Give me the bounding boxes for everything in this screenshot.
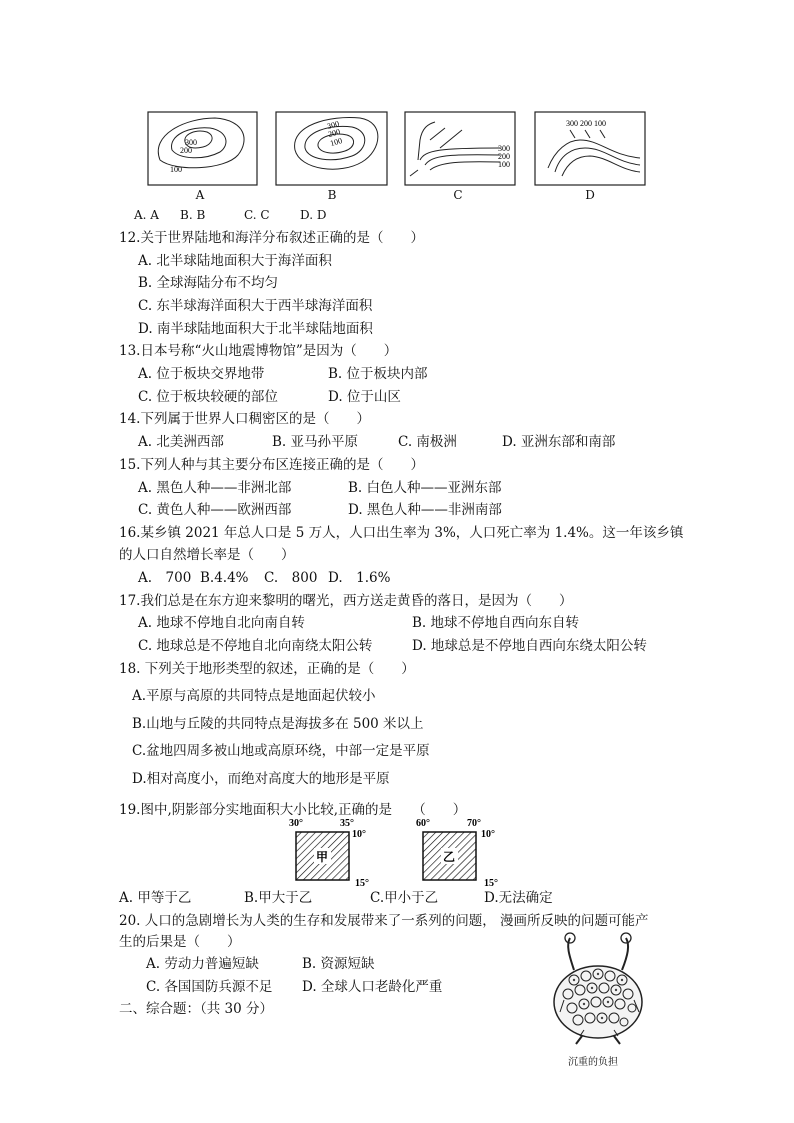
q19-yi-lon-right: 70°	[467, 818, 481, 829]
q17-option-c[interactable]: C. 地球总是不停地自北向南绕太阳公转	[138, 638, 373, 654]
q12-option-b[interactable]: B. 全球海陆分布不均匀	[138, 275, 279, 291]
population-burden-cartoon	[544, 930, 654, 1050]
contour-label-c-300: 300	[498, 144, 510, 153]
q19-jia-lon-right: 35°	[340, 818, 354, 829]
q20-stem-line2: 生的后果是（ ）	[119, 934, 241, 950]
q17-stem: 17.我们总是在东方迎来黎明的曙光，西方送走黄昏的落日，是因为（ ）	[119, 593, 573, 609]
q20-option-b[interactable]: B. 资源短缺	[302, 956, 375, 972]
q19-option-c[interactable]: C.甲小于乙	[370, 890, 439, 906]
q14-option-c[interactable]: C. 南极洲	[398, 434, 457, 450]
cartoon-caption: 沉重的负担	[568, 1057, 618, 1068]
q11-option-c[interactable]: C. C	[244, 208, 270, 222]
q12-option-a[interactable]: A. 北半球陆地面积大于海洋面积	[138, 253, 332, 269]
q19-figure-jia	[289, 818, 369, 889]
figure-label-a: A	[195, 188, 205, 202]
q11-option-a[interactable]: A. A	[134, 208, 159, 222]
q11-option-d[interactable]: D. D	[300, 208, 327, 222]
q11-option-b[interactable]: B. B	[180, 208, 206, 222]
q13-option-b[interactable]: B. 位于板块内部	[328, 366, 428, 382]
q13-option-d[interactable]: D. 位于山区	[328, 389, 401, 405]
q19-jia-lat-top: 10°	[352, 829, 366, 840]
q15-option-b[interactable]: B. 白色人种——亚洲东部	[348, 480, 502, 496]
contour-label-d: 300 200 100	[566, 119, 606, 128]
q14-stem: 14.下列属于世界人口稠密区的是（ ）	[119, 411, 370, 427]
q19-jia-label: 甲	[316, 850, 329, 864]
q20-option-d[interactable]: D. 全球人口老龄化严重	[302, 979, 443, 995]
q19-yi-lat-bottom: 15°	[484, 878, 498, 889]
section-2-heading: 二、综合题：（共 30 分）	[119, 1001, 274, 1017]
q17-option-b[interactable]: B. 地球不停地自西向东自转	[412, 615, 580, 631]
q20-option-a[interactable]: A. 劳动力普遍短缺	[146, 956, 259, 972]
q18-stem: 18. 下列关于地形类型的叙述，正确的是（ ）	[119, 661, 415, 677]
q13-option-c[interactable]: C. 位于板块较硬的部位	[138, 389, 278, 405]
q14-option-d[interactable]: D. 亚洲东部和南部	[502, 434, 616, 450]
q19-option-b[interactable]: B.甲大于乙	[244, 890, 313, 906]
q19-yi-lat-top: 10°	[481, 829, 495, 840]
q16-option-a[interactable]: A. 700	[138, 570, 192, 586]
q13-option-a[interactable]: A. 位于板块交界地带	[138, 366, 265, 382]
contour-map-c	[405, 112, 515, 185]
q16-option-b[interactable]: B.4.4%	[200, 570, 249, 586]
contour-label-a-100: 100	[170, 165, 182, 174]
q19-yi-label: 乙	[443, 850, 456, 864]
q19-option-d[interactable]: D.无法确定	[484, 890, 553, 906]
q16-stem-line1: 16.某乡镇 2021 年总人口是 5 万人，人口出生率为 3%，人口死亡率为 1.4%。这一年该乡镇	[119, 525, 684, 541]
q19-figures	[0, 815, 794, 895]
q17-option-d[interactable]: D. 地球总是不停地自西向东绕太阳公转	[412, 638, 647, 654]
q18-option-d[interactable]: D.相对高度小，而绝对高度大的地形是平原	[132, 771, 390, 787]
contour-figures	[0, 0, 794, 200]
q18-option-a[interactable]: A.平原与高原的共同特点是地面起伏较小	[132, 688, 376, 704]
q16-option-d[interactable]: D. 1.6%	[328, 570, 391, 586]
contour-label-c-100: 100	[498, 160, 510, 169]
q15-stem: 15.下列人种与其主要分布区连接正确的是（ ）	[119, 457, 424, 473]
q15-option-a[interactable]: A. 黑色人种——非洲北部	[138, 480, 292, 496]
q13-stem: 13.日本号称“火山地震博物馆”是因为（ ）	[119, 343, 398, 359]
q16-option-c[interactable]: C. 800	[264, 570, 318, 586]
q12-option-d[interactable]: D. 南半球陆地面积大于北半球陆地面积	[138, 321, 373, 337]
contour-label-b-200: 200	[327, 127, 342, 139]
q12-stem: 12.关于世界陆地和海洋分布叙述正确的是（ ）	[119, 230, 424, 246]
q15-option-d[interactable]: D. 黑色人种——非洲南部	[348, 502, 502, 518]
figure-label-c: C	[453, 188, 463, 202]
q17-option-a[interactable]: A. 地球不停地自北向南自转	[138, 615, 305, 631]
q19-jia-lat-bottom: 15°	[355, 878, 369, 889]
q19-yi-lon-left: 60°	[416, 818, 430, 829]
figure-label-d: D	[585, 188, 595, 202]
q18-option-c[interactable]: C.盆地四周多被山地或高原环绕，中部一定是平原	[132, 743, 430, 759]
q19-jia-lon-left: 30°	[289, 818, 303, 829]
contour-map-d	[535, 112, 645, 185]
q19-stem: 19.图中,阴影部分实地面积大小比较,正确的是 （ ）	[119, 802, 467, 818]
contour-label-a-200: 200	[180, 146, 192, 155]
contour-label-a-300: 300	[185, 138, 197, 147]
figure-label-b: B	[327, 188, 337, 202]
q14-option-a[interactable]: A. 北美洲西部	[138, 434, 224, 450]
q12-option-c[interactable]: C. 东半球海洋面积大于西半球海洋面积	[138, 298, 373, 314]
q16-stem-line2: 的人口自然增长率是（ ）	[119, 547, 295, 563]
contour-label-b-100: 100	[329, 136, 344, 148]
q19-figure-yi	[416, 818, 498, 889]
q14-option-b[interactable]: B. 亚马孙平原	[272, 434, 359, 450]
contour-map-a	[148, 112, 257, 185]
contour-map-b	[276, 112, 387, 185]
q20-option-c[interactable]: C. 各国国防兵源不足	[146, 979, 273, 995]
contour-label-c-200: 200	[498, 152, 510, 161]
q20-stem-line1: 20. 人口的急剧增长为人类的生存和发展带来了一系列的问题， 漫画所反映的问题可能产	[119, 913, 649, 929]
contour-label-b-300: 300	[326, 119, 341, 131]
q15-option-c[interactable]: C. 黄色人种——欧洲西部	[138, 502, 292, 518]
q19-option-a[interactable]: A. 甲等于乙	[119, 890, 192, 906]
q18-option-b[interactable]: B.山地与丘陵的共同特点是海拔多在 500 米以上	[132, 716, 424, 732]
